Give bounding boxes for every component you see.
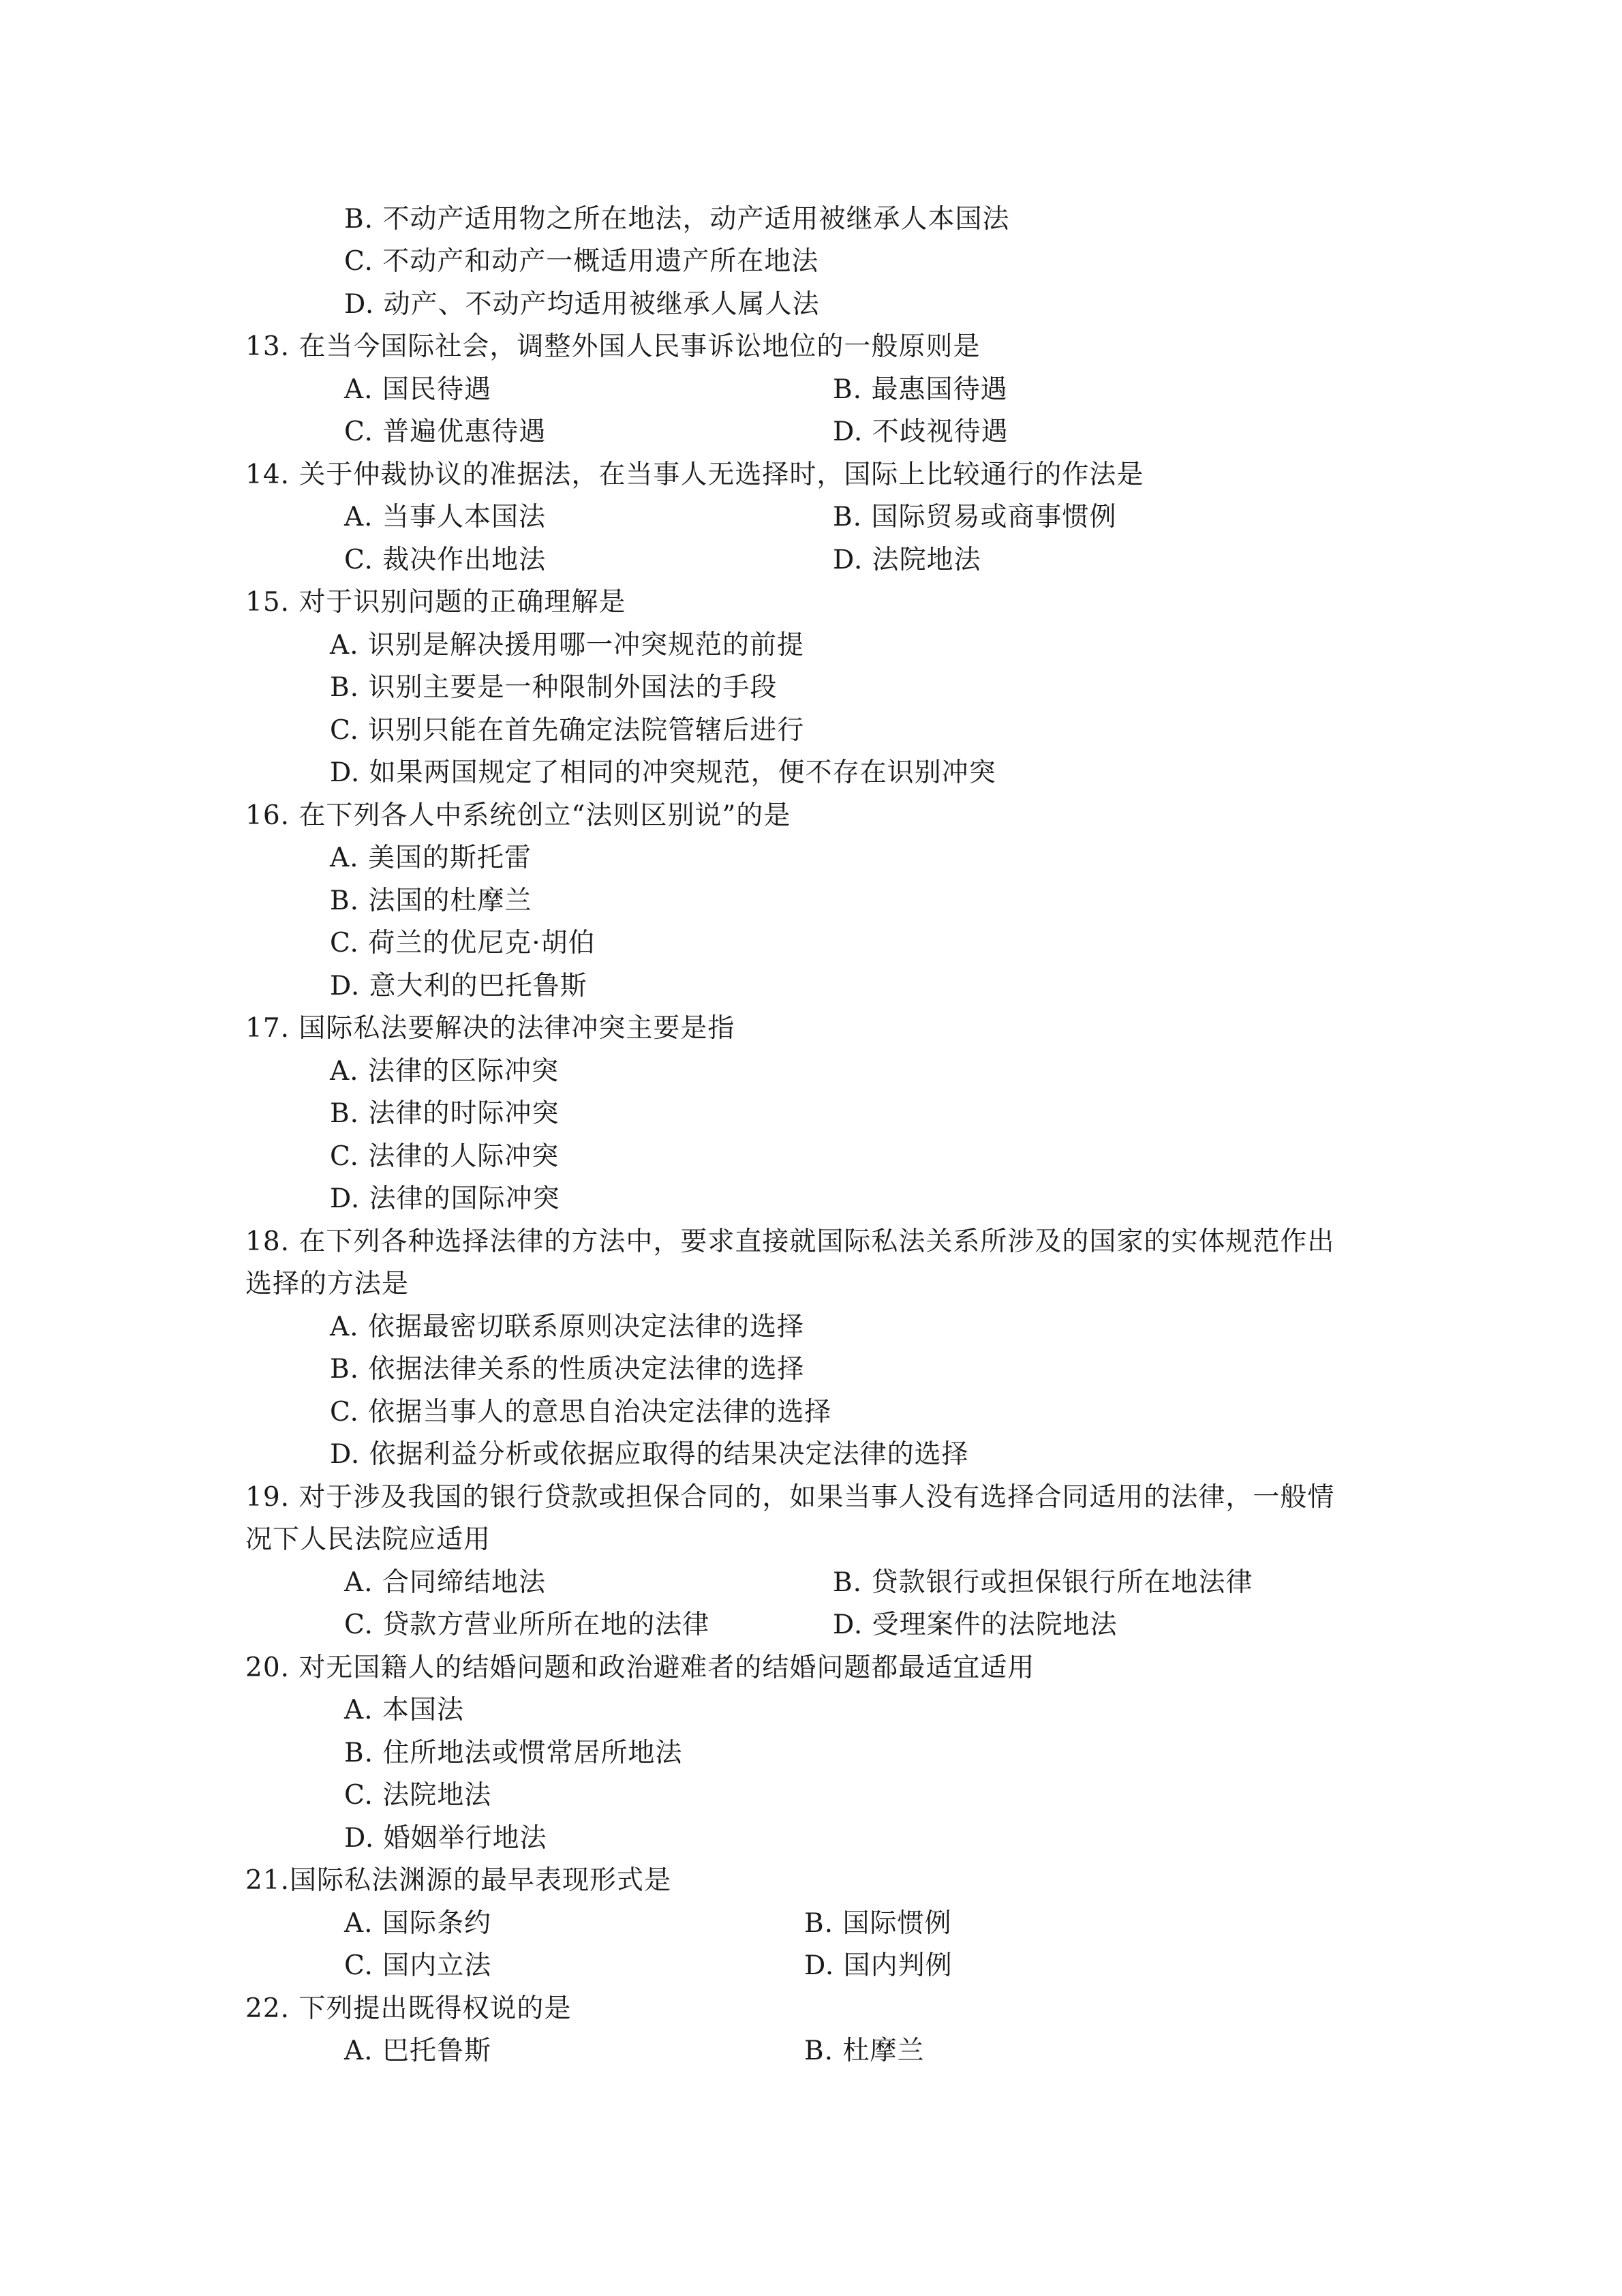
q15-option-b: B. 识别主要是一种限制外国法的手段 — [330, 672, 778, 703]
q20-option-d: D. 婚姻举行地法 — [344, 1823, 547, 1854]
q15-option-c: C. 识别只能在首先确定法院管辖后进行 — [330, 715, 805, 746]
q17-option-a: A. 法律的区际冲突 — [330, 1056, 559, 1087]
q16-option-a: A. 美国的斯托雷 — [330, 843, 532, 873]
q16-stem: 16. 在下列各人中系统创立“法则区别说”的是 — [245, 800, 791, 831]
q14-stem: 14. 关于仲裁协议的准据法，在当事人无选择时，国际上比较通行的作法是 — [245, 459, 1144, 490]
q16-option-b: B. 法国的杜摩兰 — [330, 886, 532, 916]
q22-option-a: A. 巴托鲁斯 — [344, 2036, 491, 2066]
q18-option-b: B. 依据法律关系的性质决定法律的选择 — [330, 1354, 805, 1385]
q19-option-b: B. 贷款银行或担保银行所在地法律 — [833, 1567, 1253, 1598]
q17-stem: 17. 国际私法要解决的法律冲突主要是指 — [245, 1013, 735, 1044]
q15-option-d: D. 如果两国规定了相同的冲突规范，便不存在识别冲突 — [330, 757, 996, 788]
q18-stem-line-2: 选择的方法是 — [245, 1269, 410, 1299]
q22-option-b: B. 杜摩兰 — [804, 2036, 925, 2066]
q18-stem-line-1: 18. 在下列各种选择法律的方法中，要求直接就国际私法关系所涉及的国家的实体规范作出 — [245, 1226, 1335, 1257]
q14-option-d: D. 法院地法 — [833, 545, 981, 575]
q14-option-b: B. 国际贸易或商事惯例 — [833, 502, 1117, 532]
q16-option-c: C. 荷兰的优尼克·胡伯 — [330, 928, 596, 958]
q17-option-d: D. 法律的国际冲突 — [330, 1183, 560, 1214]
q18-option-a: A. 依据最密切联系原则决定法律的选择 — [330, 1312, 804, 1342]
q13-option-b: B. 最惠国待遇 — [833, 374, 1008, 405]
q13-option-d: D. 不歧视待遇 — [833, 417, 1009, 447]
q12-option-d: D. 动产、不动产均适用被继承人属人法 — [344, 289, 820, 320]
q12-option-b: B. 不动产适用物之所在地法，动产适用被继承人本国法 — [344, 204, 1010, 235]
q19-stem-line-1: 19. 对于涉及我国的银行贷款或担保合同的，如果当事人没有选择合同适用的法律，一般情 — [245, 1482, 1335, 1513]
q21-option-c: C. 国内立法 — [344, 1950, 492, 1981]
q14-option-a: A. 当事人本国法 — [344, 502, 546, 532]
q18-option-d: D. 依据利益分析或依据应取得的结果决定法律的选择 — [330, 1439, 969, 1470]
q21-option-b: B. 国际惯例 — [804, 1908, 952, 1939]
q14-option-c: C. 裁决作出地法 — [344, 545, 547, 575]
q21-stem: 21.国际私法渊源的最早表现形式是 — [245, 1865, 672, 1896]
q12-option-c: C. 不动产和动产一概适用遗产所在地法 — [344, 246, 819, 277]
q18-option-c: C. 依据当事人的意思自治决定法律的选择 — [330, 1397, 832, 1428]
q13-option-c: C. 普遍优惠待遇 — [344, 417, 547, 447]
q21-option-a: A. 国际条约 — [344, 1908, 491, 1939]
q19-stem-line-2: 况下人民法院应适用 — [245, 1524, 491, 1555]
q13-stem: 13. 在当今国际社会，调整外国人民事诉讼地位的一般原则是 — [245, 331, 981, 362]
q20-option-c: C. 法院地法 — [344, 1780, 492, 1811]
q19-option-c: C. 贷款方营业所所在地的法律 — [344, 1610, 710, 1640]
q16-option-d: D. 意大利的巴托鲁斯 — [330, 971, 587, 1001]
q17-option-c: C. 法律的人际冲突 — [330, 1141, 560, 1172]
q17-option-b: B. 法律的时际冲突 — [330, 1098, 560, 1129]
q13-option-a: A. 国民待遇 — [344, 374, 491, 405]
q15-stem: 15. 对于识别问题的正确理解是 — [245, 587, 626, 618]
q22-stem: 22. 下列提出既得权说的是 — [245, 1993, 572, 2024]
q21-option-d: D. 国内判例 — [804, 1950, 953, 1981]
q19-option-a: A. 合同缔结地法 — [344, 1567, 546, 1598]
q19-option-d: D. 受理案件的法院地法 — [833, 1610, 1118, 1640]
q20-option-b: B. 住所地法或惯常居所地法 — [344, 1738, 683, 1768]
q20-stem: 20. 对无国籍人的结婚问题和政治避难者的结婚问题都最适宜适用 — [245, 1652, 1035, 1683]
q15-option-a: A. 识别是解决援用哪一冲突规范的前提 — [330, 630, 804, 661]
q20-option-a: A. 本国法 — [344, 1695, 464, 1725]
